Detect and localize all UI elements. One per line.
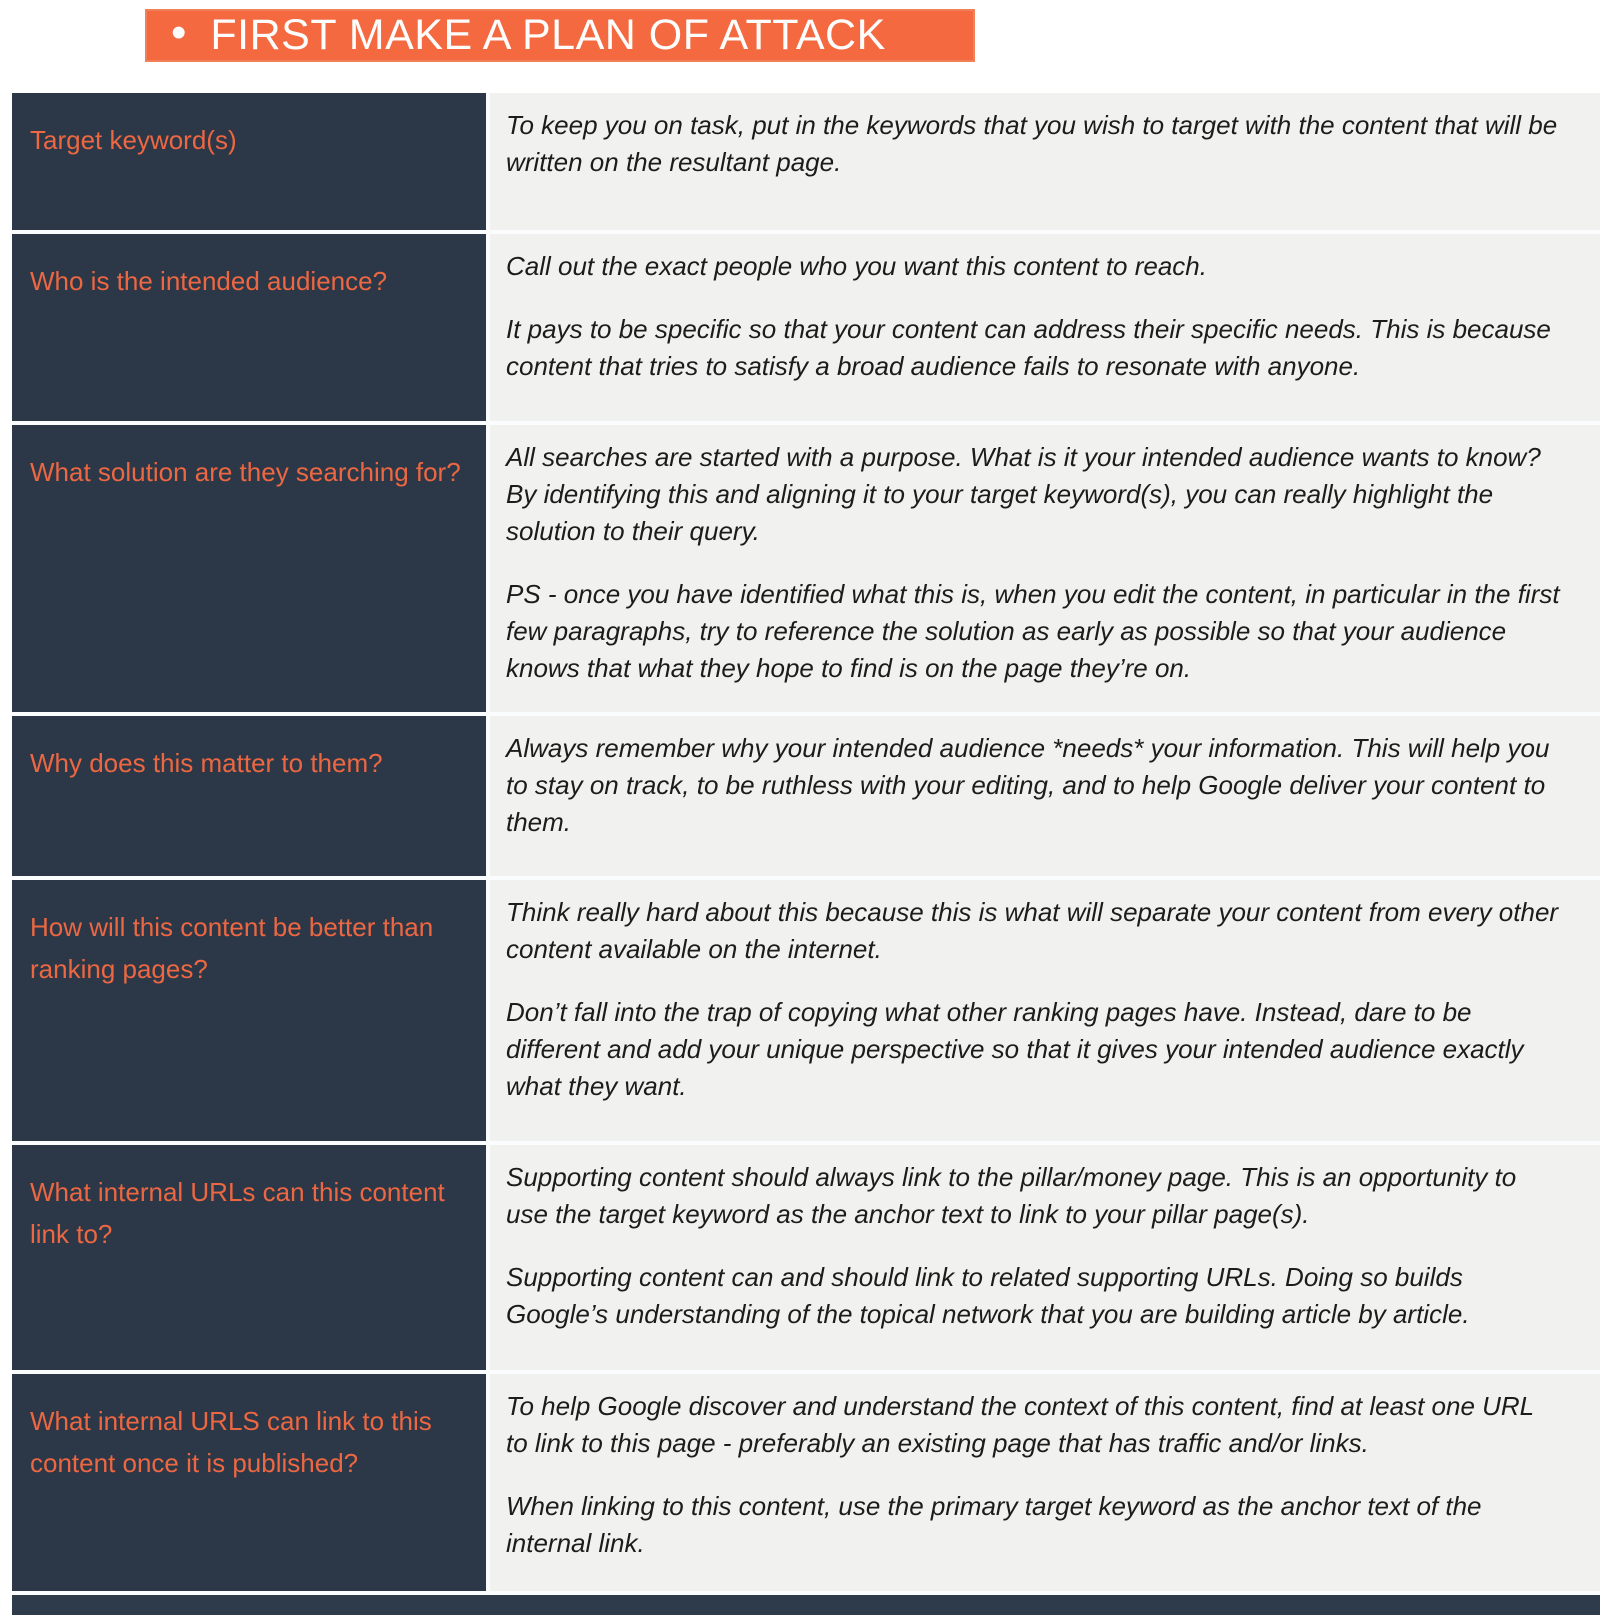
answer-paragraph: Call out the exact people who you want this content to reach.: [506, 251, 1207, 281]
table-row: [12, 93, 1600, 230]
answer-cell: [490, 93, 1600, 230]
table-row: [12, 421, 1600, 712]
answer-cell: [490, 234, 1600, 421]
answer-cell: [490, 880, 1600, 1141]
answer-paragraph: All searches are started with a purpose. What is it your intended audience wants to know? By identifying this and aligning it to your target keyword(s), you can really highlight the solution to their query.: [506, 442, 1541, 546]
table-row: [12, 230, 1600, 421]
table-row: [12, 712, 1600, 876]
question-cell: [12, 1145, 490, 1370]
question-label: What internal URLS can link to this content once it is published?: [30, 1406, 432, 1478]
answer-paragraph: When linking to this content, use the primary target keyword as the anchor text of the internal link.: [506, 1491, 1482, 1558]
page-title: FIRST MAKE A PLAN OF ATTACK: [210, 11, 886, 59]
question-label: What solution are they searching for?: [30, 457, 461, 487]
answer-paragraph: It pays to be specific so that your content can address their specific needs. This is because content that tries to satisfy a broad audience fails to resonate with anyone.: [506, 314, 1551, 381]
answer-paragraph: Always remember why your intended audience *needs* your information. This will help you to stay on track, to be ruthless with your editing, and to help Google deliver your content to them.: [506, 733, 1550, 837]
question-label: Target keyword(s): [30, 125, 237, 155]
answer-cell: [490, 425, 1600, 712]
question-label: How will this content be better than ranking pages?: [30, 912, 434, 984]
answer-paragraph: PS - once you have identified what this is, when you edit the content, in particular in the first few paragraphs, try to reference the solution as early as possible so that your audience knows that what they hope to find is on the page they’re on.: [506, 579, 1560, 683]
answer-paragraph: Think really hard about this because this is what will separate your content from every other content available on the internet.: [506, 897, 1559, 964]
question-cell: [12, 880, 490, 1141]
answer-cell: [490, 1374, 1600, 1591]
table-bottom-strip: [12, 1591, 1600, 1615]
answer-paragraph: Supporting content should always link to the pillar/money page. This is an opportunity to use the target keyword as the anchor text to link to your pillar page(s).: [506, 1162, 1517, 1229]
question-cell: [12, 425, 490, 712]
answer-cell: [490, 1145, 1600, 1370]
question-label: Who is the intended audience?: [30, 266, 388, 296]
question-label: Why does this matter to them?: [30, 748, 383, 778]
question-cell: [12, 1374, 490, 1591]
header-banner: [145, 9, 975, 62]
answer-paragraph: Supporting content can and should link to related supporting URLs. Doing so builds Google’s understanding of the topical network that you are building article by article.: [506, 1262, 1470, 1329]
plan-table: [12, 93, 1600, 1615]
question-cell: [12, 234, 490, 421]
answer-cell: [490, 716, 1600, 876]
table-row: [12, 1141, 1600, 1370]
question-cell: [12, 716, 490, 876]
bullet-icon: •: [171, 7, 187, 57]
answer-paragraph: To help Google discover and understand the context of this content, find at least one URL to link to this page - preferably an existing page that has traffic and/or links.: [506, 1391, 1534, 1458]
table-row: [12, 1370, 1600, 1591]
question-cell: [12, 93, 490, 230]
answer-paragraph: To keep you on task, put in the keywords that you wish to target with the content that will be written on the resultant page.: [506, 110, 1558, 177]
answer-paragraph: Don’t fall into the trap of copying what other ranking pages have. Instead, dare to be different and add your unique perspective so that it gives your intended audience exactly what they want.: [506, 997, 1524, 1101]
table-row: [12, 876, 1600, 1141]
question-label: What internal URLs can this content link to?: [30, 1177, 445, 1249]
